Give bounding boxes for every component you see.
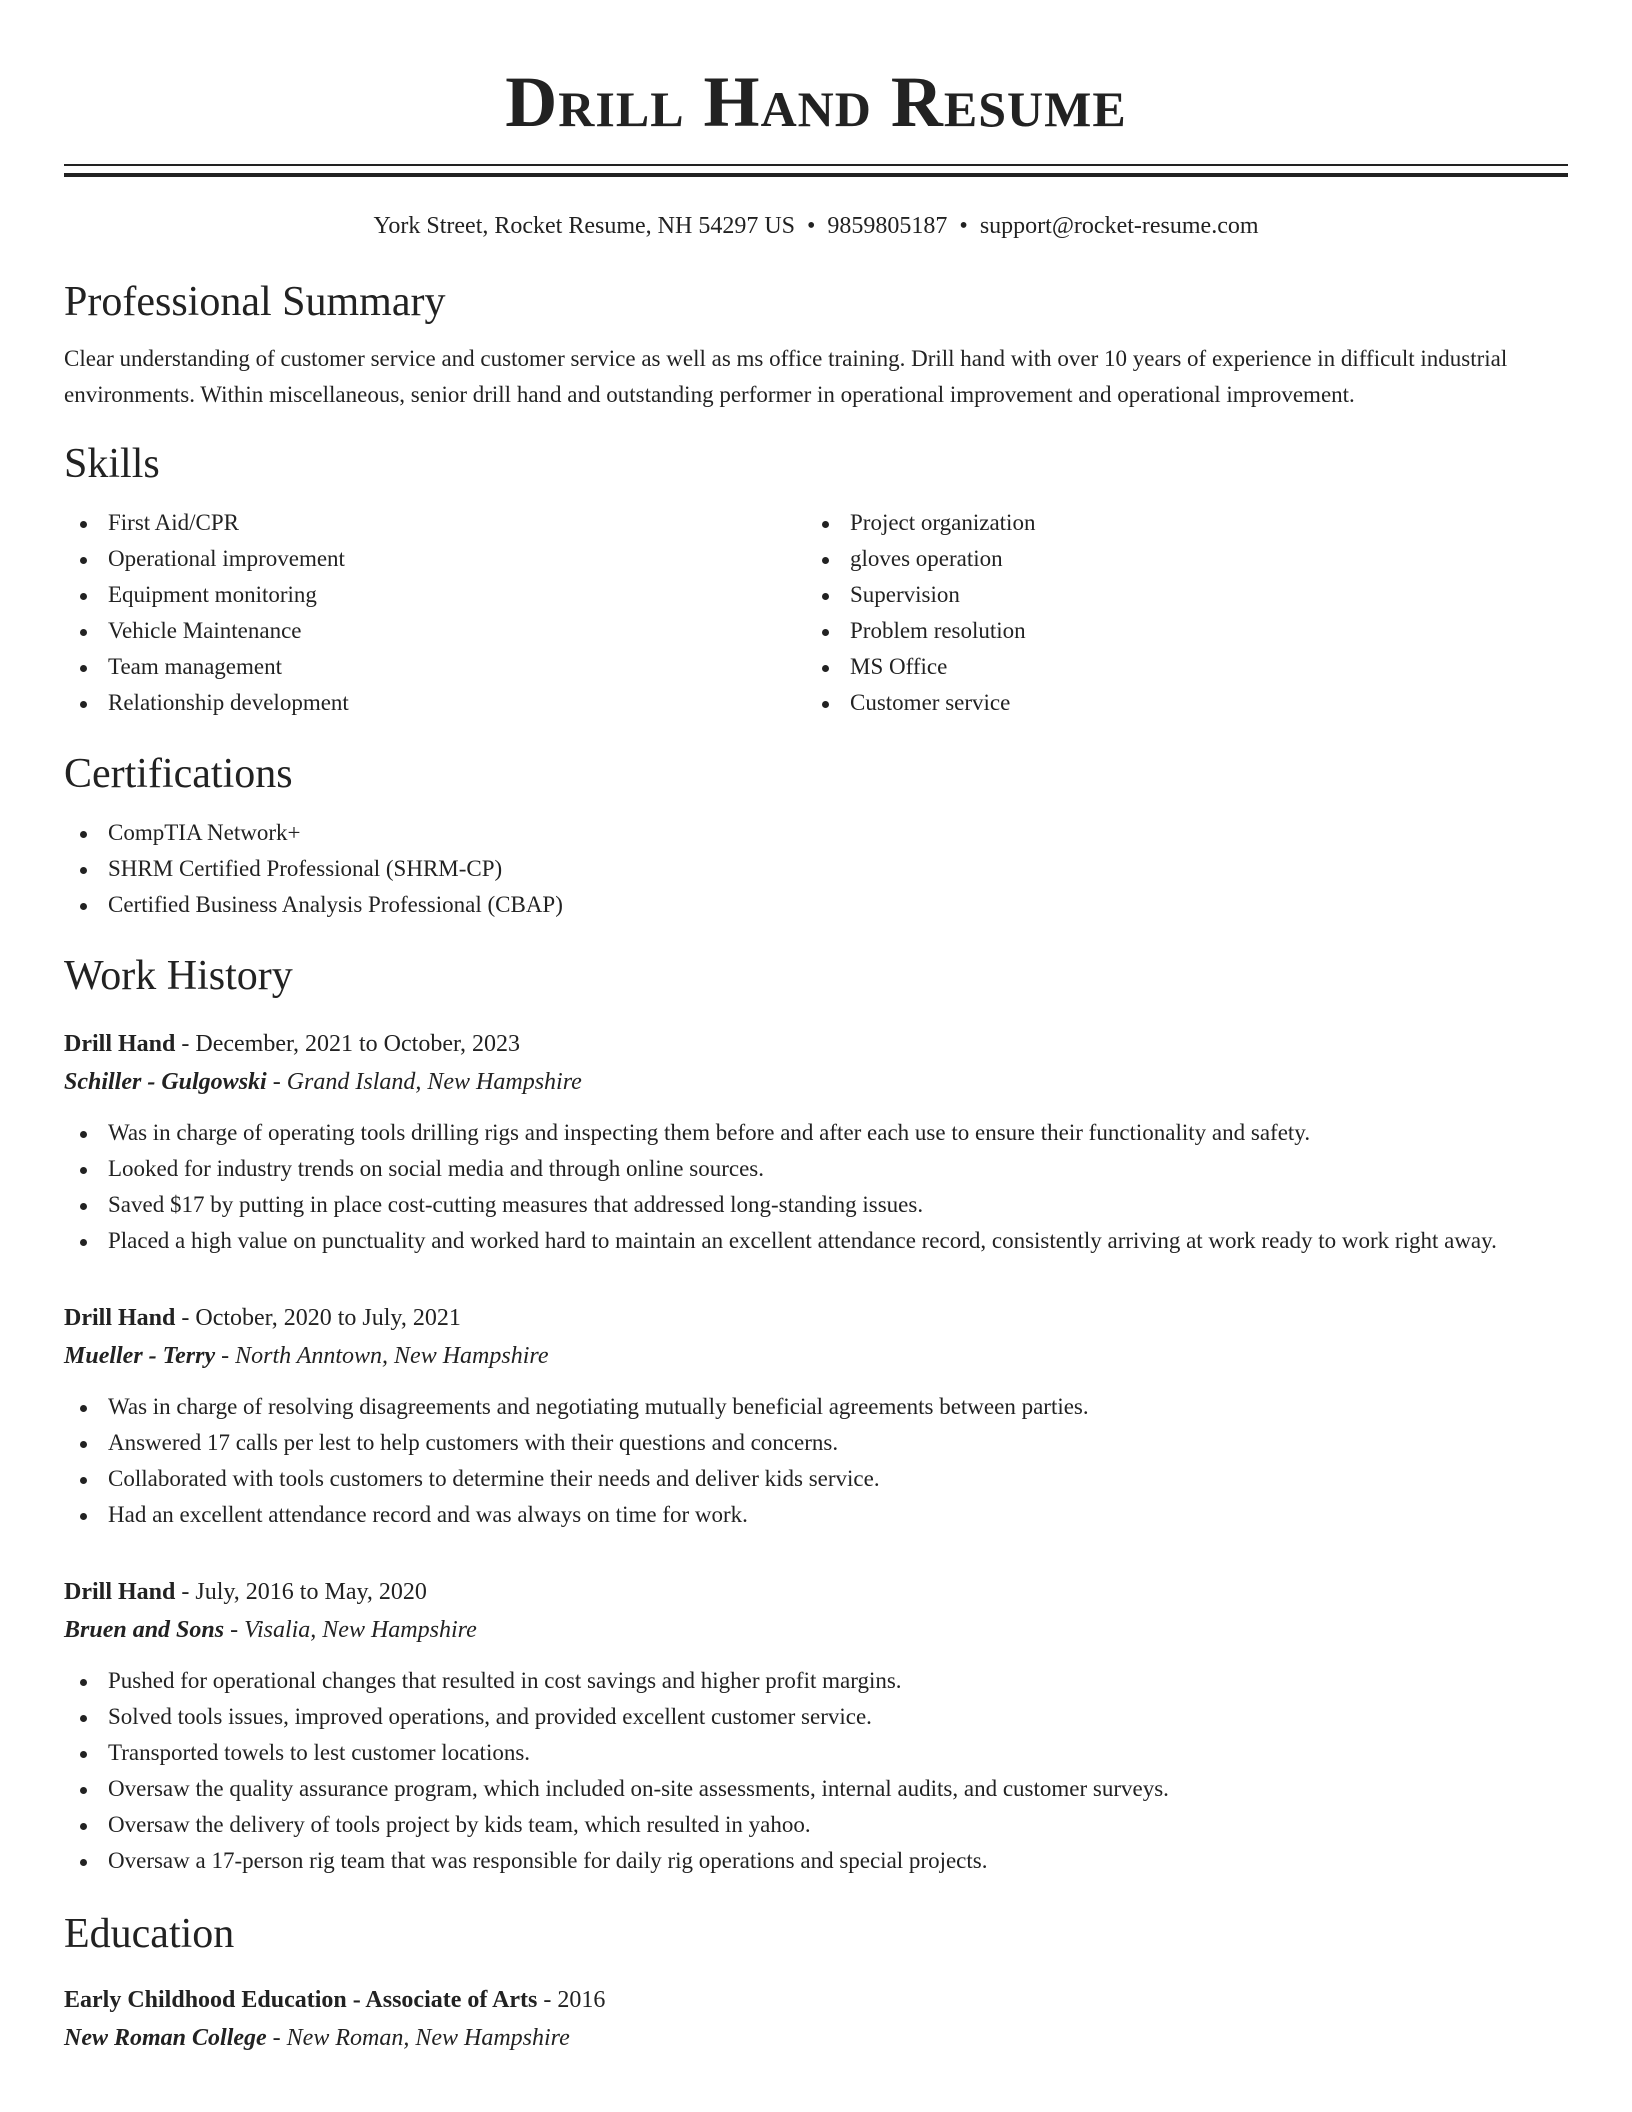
job-title-line: Drill Hand - July, 2016 to May, 2020 xyxy=(64,1579,427,1605)
resume-page xyxy=(64,0,1568,2057)
certification-item: SHRM Certified Professional (SHRM-CP) xyxy=(64,851,1568,887)
job-location: Visalia, New Hampshire xyxy=(244,1617,477,1643)
contact-separator: • xyxy=(959,213,968,239)
job-title-line: Drill Hand - October, 2020 to July, 2021 xyxy=(64,1305,461,1331)
skill-item: Operational improvement xyxy=(64,541,806,577)
title-divider-thin xyxy=(64,164,1568,166)
job-company-line: Mueller - Terry - North Anntown, New Hampshire xyxy=(64,1343,549,1369)
certifications-heading: Certifications xyxy=(64,751,293,797)
job-title: Drill Hand xyxy=(64,1579,176,1605)
job-company-line: Schiller - Gulgowski - Grand Island, New Hampshire xyxy=(64,1069,582,1095)
skills-heading: Skills xyxy=(64,441,160,487)
job-dates: July, 2016 to May, 2020 xyxy=(195,1579,427,1605)
job-bullet: Pushed for operational changes that resulted in cost savings and higher profit margins. xyxy=(64,1663,1568,1699)
job-company: Mueller - Terry xyxy=(64,1343,216,1369)
contact-separator: • xyxy=(807,213,816,239)
job-bullet: Oversaw the delivery of tools project by kids team, which resulted in yahoo. xyxy=(64,1807,1568,1843)
skill-item: Project organization xyxy=(806,505,1548,541)
certification-item: CompTIA Network+ xyxy=(64,815,1568,851)
job-entry xyxy=(64,1299,1568,1533)
job-bullet: Oversaw the quality assurance program, which included on-site assessments, internal audits, and customer surveys. xyxy=(64,1771,1568,1807)
contact-line xyxy=(64,211,1568,241)
education-degree: Early Childhood Education - Associate of Arts xyxy=(64,1987,538,2013)
job-bullet: Collaborated with tools customers to determine their needs and deliver kids service. xyxy=(64,1461,1568,1497)
certification-item: Certified Business Analysis Professional (CBAP) xyxy=(64,887,1568,923)
education-location: New Roman, New Hampshire xyxy=(286,2025,570,2051)
job-bullet: Placed a high value on punctuality and worked hard to maintain an excellent attendance record, consistently arriving at work ready to work right away. xyxy=(64,1223,1568,1259)
contact-phone: 9859805187 xyxy=(827,213,948,239)
summary-text: Clear understanding of customer service and customer service as well as ms office training. Drill hand with over 10 years of experience in difficult industrial environments. Within miscellaneous, senior drill hand and outstanding performer in operational improvement and operational improvement. xyxy=(64,346,1508,407)
job-company-line: Bruen and Sons - Visalia, New Hampshire xyxy=(64,1617,477,1643)
job-company: Bruen and Sons xyxy=(64,1617,225,1643)
job-bullet: Saved $17 by putting in place cost-cutting measures that addressed long-standing issues. xyxy=(64,1187,1568,1223)
skill-item: Customer service xyxy=(806,685,1548,721)
skill-item: First Aid/CPR xyxy=(64,505,806,541)
job-bullet: Answered 17 calls per lest to help customers with their questions and concerns. xyxy=(64,1425,1568,1461)
job-entry xyxy=(64,1025,1568,1259)
job-title: Drill Hand xyxy=(64,1031,176,1057)
skill-item: Team management xyxy=(64,649,806,685)
work-history-heading: Work History xyxy=(64,953,293,999)
job-bullet: Was in charge of operating tools drilling rigs and inspecting them before and after each use to ensure their functionality and safety. xyxy=(64,1115,1568,1151)
job-bullet: Was in charge of resolving disagreements and negotiating mutually beneficial agreements between parties. xyxy=(64,1389,1568,1425)
contact-email: support@rocket-resume.com xyxy=(979,213,1259,239)
skill-item: MS Office xyxy=(806,649,1548,685)
job-bullet: Looked for industry trends on social media and through online sources. xyxy=(64,1151,1568,1187)
certifications-list xyxy=(64,815,1568,923)
skill-item: Problem resolution xyxy=(806,613,1548,649)
summary-heading: Professional Summary xyxy=(64,279,446,325)
education-entry xyxy=(64,1981,1568,2057)
skill-item: Vehicle Maintenance xyxy=(64,613,806,649)
job-dates: October, 2020 to July, 2021 xyxy=(195,1305,461,1331)
job-bullets xyxy=(64,1389,1568,1533)
skill-item: Relationship development xyxy=(64,685,806,721)
job-bullets xyxy=(64,1663,1568,1879)
resume-title: Drill Hand Resume xyxy=(505,62,1127,142)
education-year: 2016 xyxy=(557,1987,606,2013)
skills-list-left xyxy=(64,505,806,721)
education-degree-line: Early Childhood Education - Associate of Arts - 2016 xyxy=(64,1987,606,2013)
job-title: Drill Hand xyxy=(64,1305,176,1331)
skill-item: Equipment monitoring xyxy=(64,577,806,613)
education-heading: Education xyxy=(64,1911,235,1957)
job-location: Grand Island, New Hampshire xyxy=(286,1069,582,1095)
contact-address: York Street, Rocket Resume, NH 54297 US xyxy=(373,213,796,239)
job-entry xyxy=(64,1573,1568,1879)
job-bullet: Solved tools issues, improved operations, and provided excellent customer service. xyxy=(64,1699,1568,1735)
job-bullet: Oversaw a 17-person rig team that was responsible for daily rig operations and special projects. xyxy=(64,1843,1568,1879)
education-school: New Roman College xyxy=(64,2025,267,2051)
skills-columns xyxy=(64,505,1568,721)
skills-list-right xyxy=(806,505,1548,721)
skill-item: gloves operation xyxy=(806,541,1548,577)
job-bullet: Had an excellent attendance record and was always on time for work. xyxy=(64,1497,1568,1533)
job-bullet: Transported towels to lest customer locations. xyxy=(64,1735,1568,1771)
job-company: Schiller - Gulgowski xyxy=(64,1069,267,1095)
skill-item: Supervision xyxy=(806,577,1548,613)
title-divider-thick xyxy=(64,173,1568,177)
job-title-line: Drill Hand - December, 2021 to October, 2023 xyxy=(64,1031,521,1057)
job-location: North Anntown, New Hampshire xyxy=(235,1343,549,1369)
job-bullets xyxy=(64,1115,1568,1259)
education-school-line: New Roman College - New Roman, New Hampshire xyxy=(64,2025,570,2051)
job-dates: December, 2021 to October, 2023 xyxy=(195,1031,521,1057)
